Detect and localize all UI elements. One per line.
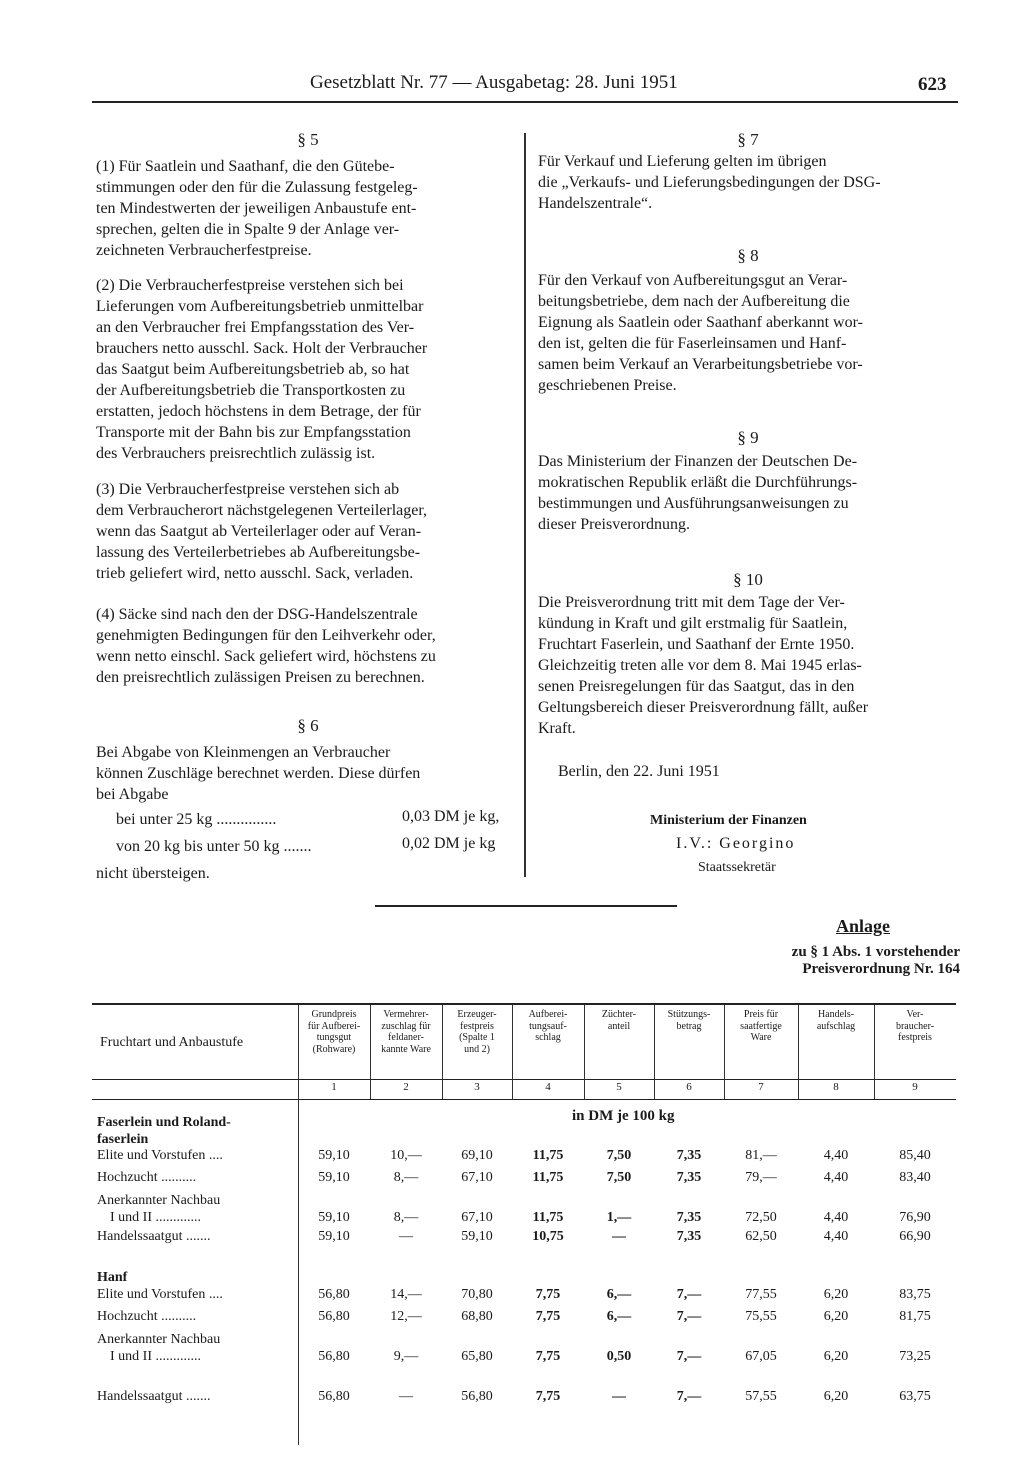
column-header: Erzeuger- festpreis (Spalte 1 und 2) [457,1009,497,1055]
section-6-para: Bei Abgabe von Kleinmengen an Verbraucher können Zuschläge berechnet werden. Diese dürfen [96,744,421,782]
table-cell: 66,90 [899,1229,931,1244]
table-cell: 6,20 [823,1309,849,1324]
row-label: Hochzucht .......... [97,1170,197,1185]
table-cell: 81,— [745,1148,777,1163]
table-cell: 7,— [676,1349,702,1364]
table-cell: 56,80 [318,1389,350,1404]
row-label: Anerkannter Nachbau [97,1332,221,1347]
column-number: 2 [403,1081,409,1093]
table-cell: 75,55 [745,1309,777,1324]
section-5-para-4: (4) Säcke sind nach den der DSG-Handelszentrale genehmigten Bedingungen für den Leihverkehr oder, wenn netto einschl. Sack geliefert wird, höchstens zu den preisrechtlich zulässigen Preisen zu berechnen. [96,606,436,686]
table-unit: in DM je 100 kg [572,1108,675,1124]
table-cell: 62,50 [745,1229,777,1244]
column-number: 8 [833,1081,839,1093]
table-cell: 7,75 [535,1349,561,1364]
table-cell: 7,75 [535,1389,561,1404]
column-header: Stützungs- betrag [667,1009,711,1032]
group-title-hanf: Hanf [97,1270,128,1285]
table-cell: 4,40 [823,1210,849,1225]
table-cell: 65,80 [461,1349,493,1364]
table-cell: 59,10 [318,1170,350,1185]
ministry-name: Ministerium der Finanzen [650,813,807,828]
group-title-faserlein: Faserlein und Roland- [97,1115,231,1130]
table-cell: 7,35 [676,1210,702,1225]
row-label: Handelssaatgut ....... [97,1229,211,1244]
column-header: Ver- braucher- festpreis [895,1009,935,1043]
column-number: 3 [474,1081,480,1093]
table-cell: 59,10 [461,1229,493,1244]
section-5-para-1: (1) Für Saatlein und Saathanf, die den Gütebe- stimmungen oder den für die Zulassung festgeleg- ten Mindestwerten der jeweiligen Anbaustufe ent- sprechen, gelten die in Spalte 9 der Anlage ver- zeichneten Verbraucherfestpreise. [96,158,418,259]
table-cell: 7,50 [606,1148,632,1163]
table-first-header: Fruchtart und Anbaustufe [100,1035,244,1050]
table-top-rule [92,1003,956,1005]
table-cell: 4,40 [823,1170,849,1185]
table-cell: 7,35 [676,1170,702,1185]
row-label: Hochzucht .......... [97,1309,197,1324]
header-rule [92,101,958,103]
table-cell: 8,— [393,1170,419,1185]
section-9-title: § 9 [737,428,759,447]
column-divider [524,133,526,877]
table-cell: 9,— [393,1349,419,1364]
table-cell: 57,55 [745,1389,777,1404]
table-cell: 6,— [606,1309,632,1324]
table-cell: 79,— [745,1170,777,1185]
rate-row-1-value: 0,03 DM je kg, [402,808,500,825]
table-cell: 7,35 [676,1148,702,1163]
rate-row-2-value: 0,02 DM je kg [402,835,496,852]
table-cell: 7,— [676,1287,702,1302]
table-cell: 56,80 [318,1309,350,1324]
table-cell: 69,10 [461,1148,493,1163]
table-cell: — [612,1389,626,1404]
section-divider [375,905,677,907]
column-number: 7 [758,1081,764,1093]
table-cell: 11,75 [532,1210,564,1225]
table-cell: 7,50 [606,1170,632,1185]
table-cell: 76,90 [899,1210,931,1225]
table-cell: 67,05 [745,1349,777,1364]
column-header: Handels- aufschlag [816,1009,856,1032]
signer: I.V.: Georgino [676,835,796,852]
row-label-cont: I und II ............. [110,1210,201,1225]
section-8-para: Für den Verkauf von Aufbereitungsgut an Verar- beitungsbetriebe, dem nach der Aufbereitung die Eignung als Saatlein oder Saathanf aberkannt wor- den ist, gelten die für Faserleinsamen und Hanf- samen beim Verkauf an Verarbeitungsbetriebe vor- geschriebenen Preise. [538,272,863,394]
table-cell: 63,75 [899,1389,931,1404]
table-cell: 4,40 [823,1148,849,1163]
rate-row-2-label: von 20 kg bis unter 50 kg ....... [116,838,312,855]
table-cell: 73,25 [899,1349,931,1364]
column-number: 1 [331,1081,337,1093]
table-cell: 14,— [390,1287,422,1302]
table-cell: — [399,1229,413,1244]
table-cell: 85,40 [899,1148,931,1163]
table-cell: 8,— [393,1210,419,1225]
section-6-title: § 6 [297,716,319,735]
rate-row-1-label: bei unter 25 kg ............... [116,811,277,828]
table-cell: 11,75 [532,1148,564,1163]
anlage-title: Anlage [836,916,890,936]
column-number: 6 [686,1081,692,1093]
table-cell: 6,20 [823,1349,849,1364]
section-7-title: § 7 [737,130,759,149]
table-cell: 11,75 [532,1170,564,1185]
section-5-title: § 5 [297,130,319,149]
anlage-reference: zu § 1 Abs. 1 vorstehender Preisverordnung Nr. 164 [791,944,960,977]
row-label: Elite und Vorstufen .... [97,1148,223,1163]
column-number: 9 [912,1081,918,1093]
running-header: Gesetzblatt Nr. 77 — Ausgabetag: 28. Juni 1951 [310,72,678,93]
table-cell: 59,10 [318,1148,350,1163]
section-6-lead: bei Abgabe [96,786,169,803]
page-number: 623 [918,74,947,95]
table-cell: 59,10 [318,1210,350,1225]
table-cell: 10,75 [532,1229,564,1244]
table-cell: 6,20 [823,1389,849,1404]
table-cell: 56,80 [318,1349,350,1364]
row-label: Elite und Vorstufen .... [97,1287,223,1302]
column-header: Grundpreis für Aufberei- tungsgut (Rohware) [307,1009,361,1055]
table-cell: 0,50 [606,1349,632,1364]
section-6-end: nicht übersteigen. [96,865,210,882]
table-cell: 7,75 [535,1309,561,1324]
table-number-rule [92,1099,956,1100]
column-number: 4 [545,1081,551,1093]
table-cell: 81,75 [899,1309,931,1324]
section-5-para-3: (3) Die Verbraucherfestpreise verstehen sich ab dem Verbraucherort nächstgelegenen Verteilerlager, wenn das Saatgut ab Verteilerlager oder auf Veran- lassung des Verteilerbetriebes ab Aufbereitungsbe- trieb geliefert wird, netto ausschl. Sack, verladen. [96,481,428,582]
table-cell: 6,— [606,1287,632,1302]
column-number: 5 [616,1081,622,1093]
column-header: Preis für saatfertige Ware [740,1009,782,1043]
column-header: Züchter- anteil [601,1009,637,1032]
table-cell: 6,20 [823,1287,849,1302]
table-cell: 59,10 [318,1229,350,1244]
column-header: Vermehrer- zuschlag für feldaner- kannte Ware [381,1009,431,1055]
table-cell: 7,75 [535,1287,561,1302]
column-header: Aufberei- tungsauf- schlag [528,1009,568,1043]
table-cell: 7,35 [676,1229,702,1244]
table-cell: 83,75 [899,1287,931,1302]
table-header-rule [92,1079,956,1080]
table-cell: 1,— [606,1210,632,1225]
group-title-faserlein-cont: faserlein [97,1132,149,1147]
table-cell: 67,10 [461,1210,493,1225]
section-5-para-2: (2) Die Verbraucherfestpreise verstehen sich bei Lieferungen vom Aufbereitungsbetrieb unmittelbar an den Verbraucher frei Empfangsstation des Ver- brauchers netto ausschl. Sack. Holt der Verbraucher das Saatgut beim Aufbereitungsbetrieb ab, so hat der Aufbereitungsbetrieb die Transportkosten zu erstatten, jedoch höchstens in dem Betrage, der für Transporte mit der Bahn bis zur Empfangsstation des Verbrauchers preisrechtlich zulässig ist. [96,277,428,462]
section-9-para: Das Ministerium der Finanzen der Deutschen De- mokratischen Republik erläßt die Durchführungs- bestimmungen und Ausführungsanweisungen zu dieser Preisverordnung. [538,453,858,533]
section-10-title: § 10 [733,570,763,589]
table-cell: 70,80 [461,1287,493,1302]
place-date: Berlin, den 22. Juni 1951 [558,763,720,780]
signer-title: Staatssekretär [698,860,776,875]
table-cell: 68,80 [461,1309,493,1324]
section-8-title: § 8 [737,246,759,265]
table-cell: 12,— [390,1309,422,1324]
section-10-para: Die Preisverordnung tritt mit dem Tage der Ver- kündung in Kraft und gilt erstmalig für Saatlein, Fruchtart Faserlein, und Saathanf der Ernte 1950. Gleichzeitig treten alle vor dem 8. Mai 1945 erlas- senen Preisregelungen für das Saatgut, das in den Geltungsbereich dieser Preisverordnung fällt, außer Kraft. [538,594,869,737]
table-cell: 67,10 [461,1170,493,1185]
row-label-cont: I und II ............. [110,1349,201,1364]
row-label: Handelssaatgut ....... [97,1389,211,1404]
table-cell: 77,55 [745,1287,777,1302]
section-7-para: Für Verkauf und Lieferung gelten im übrigen die „Verkaufs- und Lieferungsbedingungen der DSG- Handelszentrale“. [538,153,881,212]
table-cell: 7,— [676,1309,702,1324]
table-cell: 56,80 [318,1287,350,1302]
row-label: Anerkannter Nachbau [97,1193,221,1208]
table-cell: — [612,1229,626,1244]
table-cell: 72,50 [745,1210,777,1225]
table-cell: — [399,1389,413,1404]
table-cell: 56,80 [461,1389,493,1404]
table-cell: 4,40 [823,1229,849,1244]
table-cell: 7,— [676,1389,702,1404]
table-cell: 10,— [390,1148,422,1163]
price-table [92,1003,956,1447]
table-cell: 83,40 [899,1170,931,1185]
